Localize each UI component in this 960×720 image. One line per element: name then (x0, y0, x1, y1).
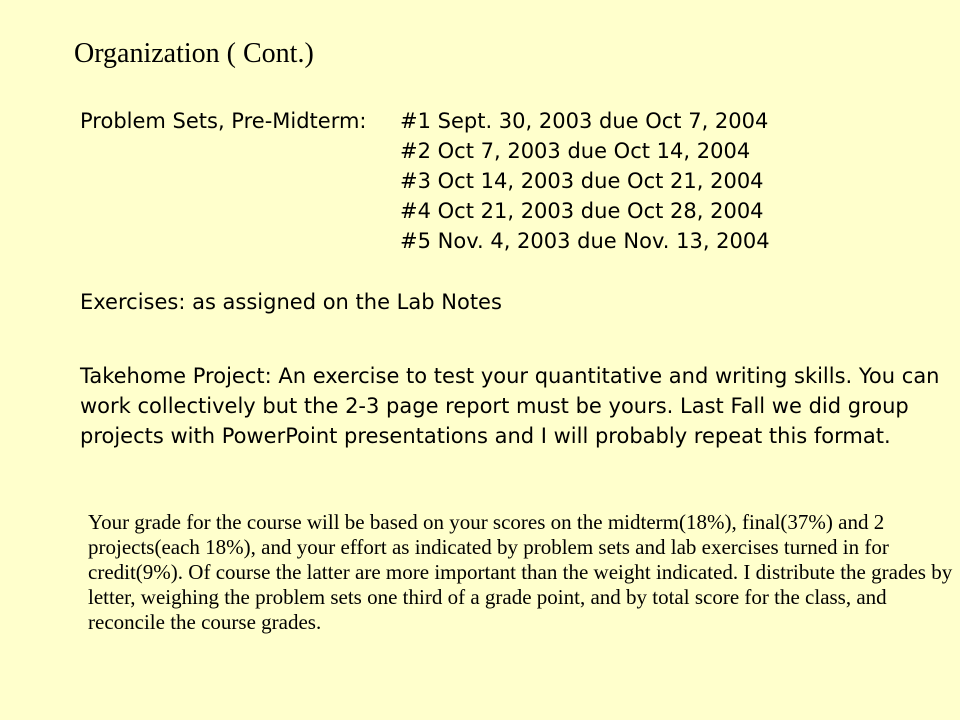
problem-set-item: #1 Sept. 30, 2003 due Oct 7, 2004 (400, 109, 769, 133)
problem-set-item: #4 Oct 21, 2003 due Oct 28, 2004 (400, 199, 764, 223)
problem-set-item: #5 Nov. 4, 2003 due Nov. 13, 2004 (400, 229, 770, 253)
problem-sets-label: Problem Sets, Pre-Midterm: (80, 109, 367, 133)
grading-policy-text: Your grade for the course will be based on your scores on the midterm(18%), final(37%) and 2 projects(each 18%), and your effort as indicated by problem sets and lab exercises turned in for credit(9%). Of course the latter are more important than the weight indicated. I distribute the grades by letter, weighing the problem sets one third of a grade point, and by total score for the class, and reconcile the course grades. (88, 510, 953, 634)
exercises-text: Exercises: as assigned on the Lab Notes (80, 290, 502, 314)
slide-title: Organization ( Cont.) (74, 38, 314, 69)
problem-set-item: #3 Oct 14, 2003 due Oct 21, 2004 (400, 169, 764, 193)
problem-set-item: #2 Oct 7, 2003 due Oct 14, 2004 (400, 139, 751, 163)
takehome-project-text: Takehome Project: An exercise to test your quantitative and writing skills. You can work collectively but the 2-3 page report must be yours. Last Fall we did group projects with PowerPoint presentations and I will probably repeat this format. (80, 364, 940, 448)
problem-sets-list (400, 106, 770, 256)
